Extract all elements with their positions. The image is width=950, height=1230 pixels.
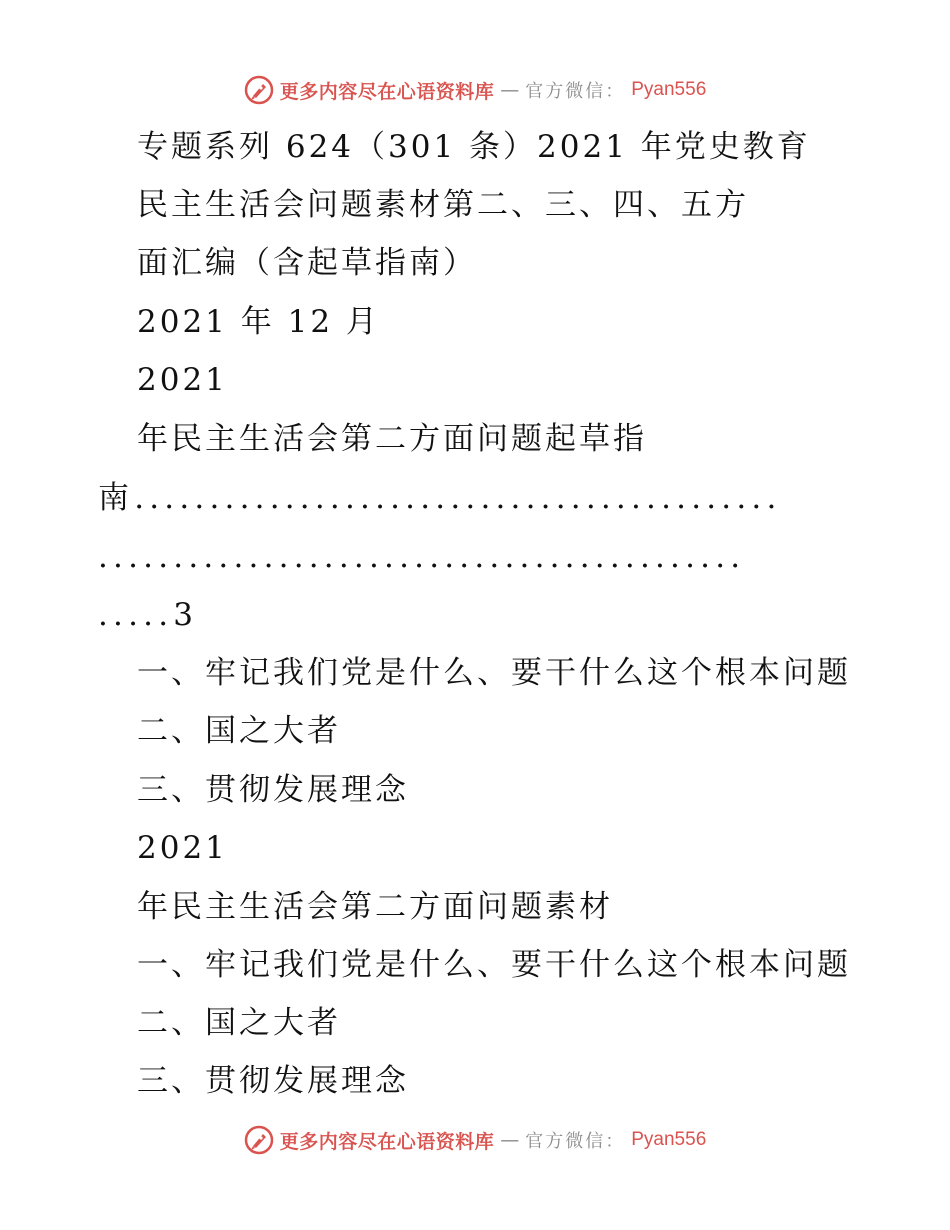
toc-leader-line-1 (98, 478, 782, 518)
pen-nib-logo-icon (244, 75, 274, 105)
section2-item-1: 一、牢记我们党是什么、要干什么这个根本问题 (137, 947, 851, 983)
section2-title: 年民主生活会第二方面问题素材 (137, 889, 613, 925)
banner-label: 官方微信： (525, 1131, 626, 1152)
header-banner (0, 72, 950, 108)
banner-content (244, 1125, 707, 1155)
toc-leader-dots: ..... (98, 597, 174, 633)
pen-nib-logo-icon (244, 1125, 274, 1155)
title-line-2: 民主生活会问题素材第二、三、四、五方 (137, 187, 749, 223)
title-line-3: 面汇编（含起草指南） (137, 245, 477, 281)
toc-leader-dots: ........................................... (134, 480, 782, 516)
toc-leader-line-3 (98, 595, 198, 635)
toc-entry-title: 年民主生活会第二方面问题起草指 (137, 421, 647, 457)
banner-label: 官方微信： (525, 81, 626, 102)
document-date: 2021 年 12 月 (137, 304, 380, 340)
section1-item-3: 三、贯彻发展理念 (137, 772, 409, 808)
banner-text: 更多内容尽在心语资料库 (279, 1130, 495, 1153)
section1-item-1: 一、牢记我们党是什么、要干什么这个根本问题 (137, 655, 851, 691)
section1-item-2: 二、国之大者 (137, 713, 341, 749)
banner-separator: — (500, 79, 520, 101)
section2-item-2: 二、国之大者 (137, 1005, 341, 1041)
banner-separator: — (500, 1129, 520, 1151)
section2-item-3: 三、贯彻发展理念 (137, 1063, 409, 1099)
title-line-1: 专题系列 624（301 条）2021 年党史教育 (137, 129, 811, 165)
toc-leader-line-2: ........................................... (98, 539, 746, 575)
banner-wechat-id: Pyan556 (631, 79, 707, 100)
banner-wechat-id: Pyan556 (631, 1129, 707, 1150)
section2-year: 2021 (137, 830, 228, 866)
toc-page-number: 3 (173, 597, 199, 633)
banner-content (244, 75, 707, 105)
toc-entry-tail: 南 (98, 480, 135, 516)
footer-banner (0, 1122, 950, 1158)
banner-text: 更多内容尽在心语资料库 (279, 80, 495, 103)
toc-year: 2021 (137, 362, 228, 398)
